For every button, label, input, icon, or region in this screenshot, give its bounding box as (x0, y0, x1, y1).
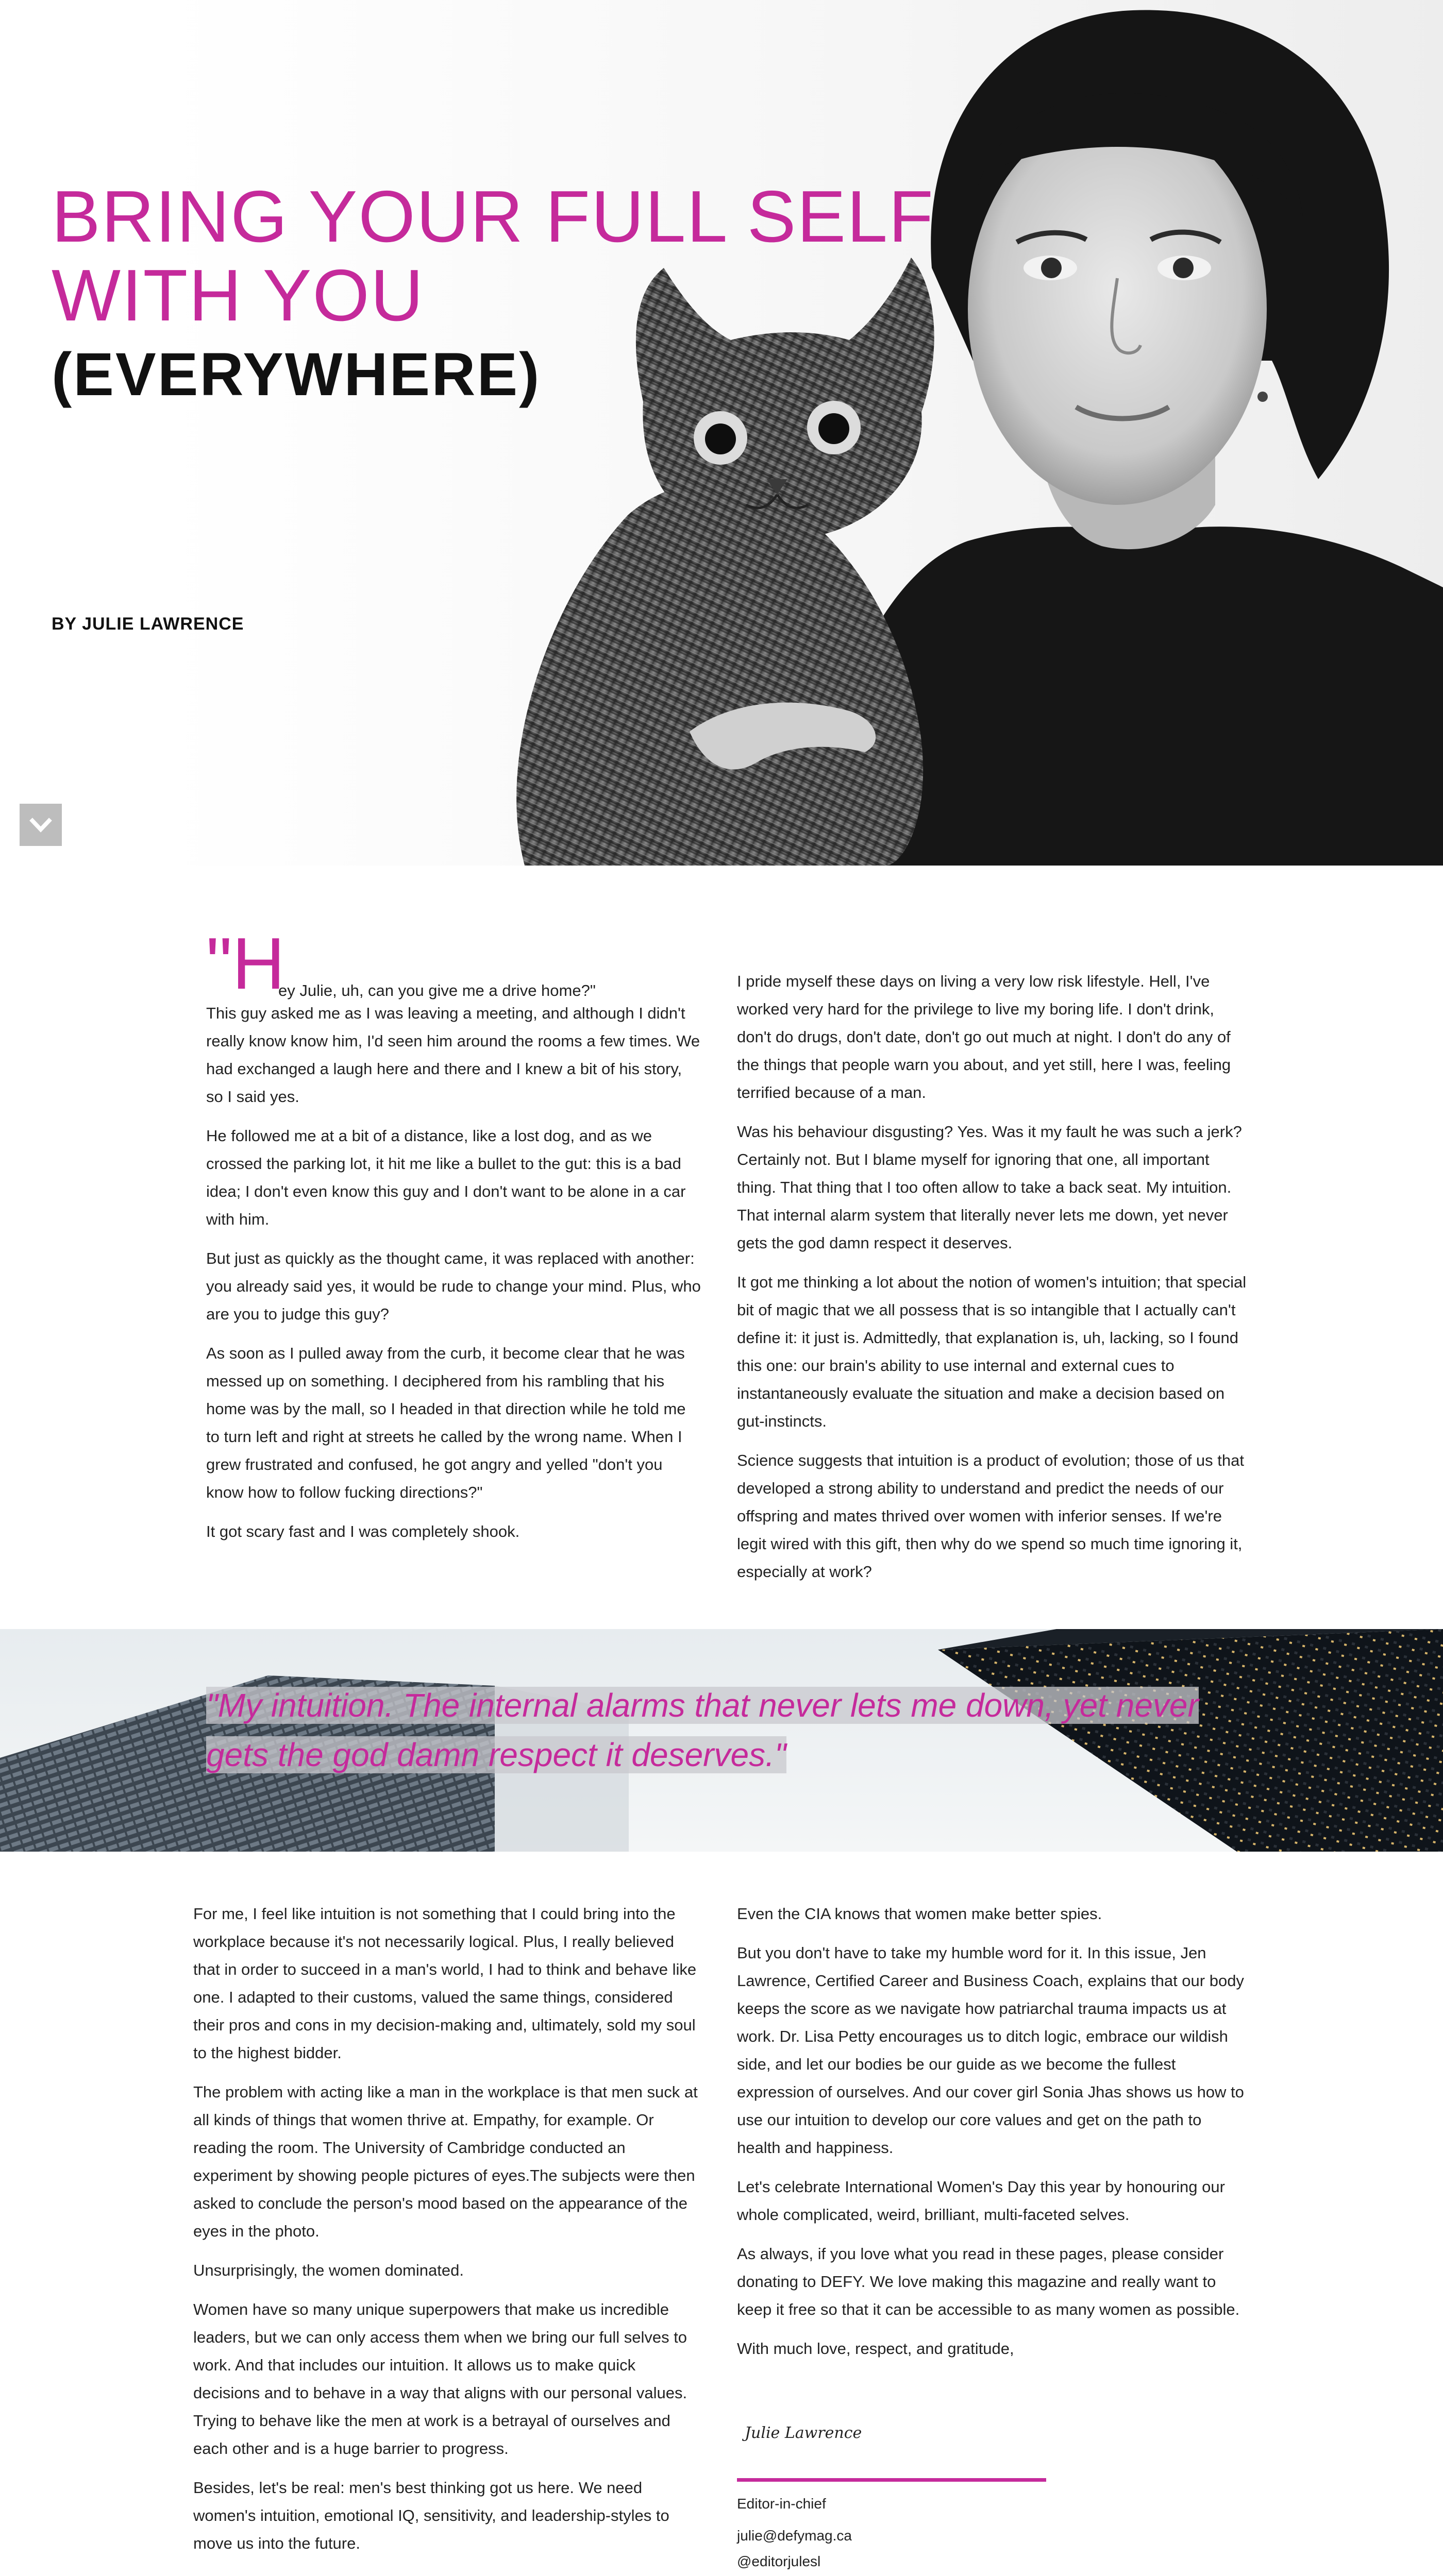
paragraph: This guy asked me as I was leaving a meeting, and although I didn't really know know him, I'd seen him around the rooms a few times. We had exchanged a laugh here and there and I knew a bit of his story, so I said yes. (206, 1004, 700, 1106)
paragraph: Was his behaviour disgusting? Yes. Was it my fault he was such a jerk? Certainly not. But I blame myself for ignoring that one, all important thing. That thing that I too often allow to take a back seat. My intuition. That internal alarm system that literally never lets me down, yet never gets the god damn respect it deserves. (737, 1123, 1242, 1252)
title-line-2: WITH YOU (52, 255, 425, 336)
paragraph: It got scary fast and I was completely shook. (206, 1522, 520, 1540)
editor-handle[interactable]: @editorjulesl (737, 2553, 821, 2569)
scroll-down-button[interactable] (20, 804, 62, 846)
paragraph: For me, I feel like intuition is not something that I could bring into the workplace because it's not necessarily logical. Plus, I really believed that in order to succeed in a man's world, I had to think and behave like one. I adapted to their customs, valued the same things, considered their pros and cons in my decision-making and, ultimately, sold my soul to the highest bidder. (193, 1905, 697, 2062)
paragraph: I pride myself these days on living a very low risk lifestyle. Hell, I've worked very hard for the privilege to live my boring life. I don't drink, don't do drugs, don't date, don't go out much at night. I don't do any of the things that people warn you about, and yet still, here I was, feeling terrified because of a man. (737, 972, 1231, 1101)
title-line-1: BRING YOUR FULL SELF (52, 176, 934, 258)
byline: BY JULIE LAWRENCE (52, 614, 244, 634)
dropcap-block (206, 923, 701, 1005)
paragraph: Even the CIA knows that women make better spies. (737, 1905, 1102, 1923)
signature: Julie Lawrence (745, 2424, 862, 2442)
paragraph: But you don't have to take my humble word for it. In this issue, Jen Lawrence, Certified Career and Business Coach, explains that our body keeps the score as we navigate how patriarchal trauma impacts us at work. Dr. Lisa Petty encourages us to ditch logic, embrace our wildish side, and let our bodies be our guide as we become the fullest expression of ourselves. And our cover girl Sonia Jhas shows us how to use our intuition to develop our core values and get on the path to health and happiness. (737, 1944, 1244, 2157)
signature-rule (737, 2478, 1046, 2482)
paragraph: Women have so many unique superpowers that make us incredible leaders, but we can only access them when we bring our full selves to work. And that includes our intuition. It allows us to make quick decisions and to behave in a way that aligns with our personal values. Trying to behave like the men at work is a betrayal of ourselves and each other and is a huge barrier to progress. (193, 2300, 687, 2458)
paragraph: But just as quickly as the thought came, it was replaced with another: you already said yes, it would be rude to change your mind. Plus, who are you to judge this guy? (206, 1249, 701, 1323)
body-left-column (193, 1900, 703, 2569)
chevron-down-icon (29, 817, 53, 833)
dropcap: "H (206, 923, 285, 1005)
hero-photo (164, 0, 1443, 866)
paragraph: The problem with acting like a man in the workplace is that men suck at all kinds of things that women thrive at. Empathy, for example. Or reading the room. The University of Cambridge conducted an experiment by showing people pictures of eyes.The subjects were then asked to conclude the person's mood based on the appearance of the eyes in the photo. (193, 2083, 698, 2240)
first-line: ey Julie, uh, can you give me a drive home?" (278, 981, 596, 999)
signature-block (737, 2491, 1046, 2574)
intro-left-column (206, 923, 701, 1557)
editor-role: Editor-in-chief (737, 2496, 826, 2512)
paragraph: With much love, respect, and gratitude, (737, 2340, 1014, 2358)
paragraph: As always, if you love what you read in these pages, please consider donating to DEFY. We love making this magazine and really want to keep it free so that it can be accessible to as many women as possible. (737, 2245, 1240, 2318)
paragraph: Unsurprisingly, the women dominated. (193, 2261, 464, 2279)
paragraph: As soon as I pulled away from the curb, it become clear that he was messed up on something. I deciphered from his rambling that his home was by the mall, so I headed in that direction while he told me to turn left and right at streets he called by the wrong name. When I grew frustrated and confused, he got angry and yelled "don't you know how to follow fucking directions?" (206, 1344, 686, 1501)
intro-right-column (737, 968, 1247, 1597)
hero (0, 0, 1443, 866)
pull-quote-text: "My intuition. The internal alarms that never lets me down, yet never gets the god damn respect it deserves." (206, 1687, 1199, 1773)
paragraph: It got me thinking a lot about the notion of women's intuition; that special bit of magic that we all possess that is so intangible that I actually can't define it: it just is. Admittedly, that explanation is, uh, lacking, so I found this one: our brain's ability to use internal and external cues to instantaneously evaluate the situation and make a decision based on gut-instincts. (737, 1273, 1247, 1430)
body-right-column (737, 1900, 1247, 2374)
paragraph: He followed me at a bit of a distance, like a lost dog, and as we crossed the parking lot, it hit me like a bullet to the gut: this is a bad idea; I don't even know this guy and I don't want to be alone in a car with him. (206, 1127, 686, 1228)
title-line-3: (EVERYWHERE) (52, 341, 541, 409)
paragraph: Besides, let's be real: men's best thinking got us here. We need women's intuition, emotional IQ, sensitivity, and leadership-styles to move us into the future. (193, 2479, 669, 2552)
pull-quote-band (0, 1629, 1443, 1852)
paragraph: Science suggests that intuition is a product of evolution; those of us that developed a strong ability to understand and predict the needs of our offspring and mates thrived over women with inferior senses. If we're legit wired with this gift, then why do we spend so much time ignoring it, especially at work? (737, 1451, 1244, 1581)
editor-email[interactable]: julie@defymag.ca (737, 2528, 852, 2544)
paragraph: Let's celebrate International Women's Day this year by honouring our whole complicated, weird, brilliant, multi-faceted selves. (737, 2178, 1225, 2224)
pull-quote (206, 1681, 1242, 1780)
